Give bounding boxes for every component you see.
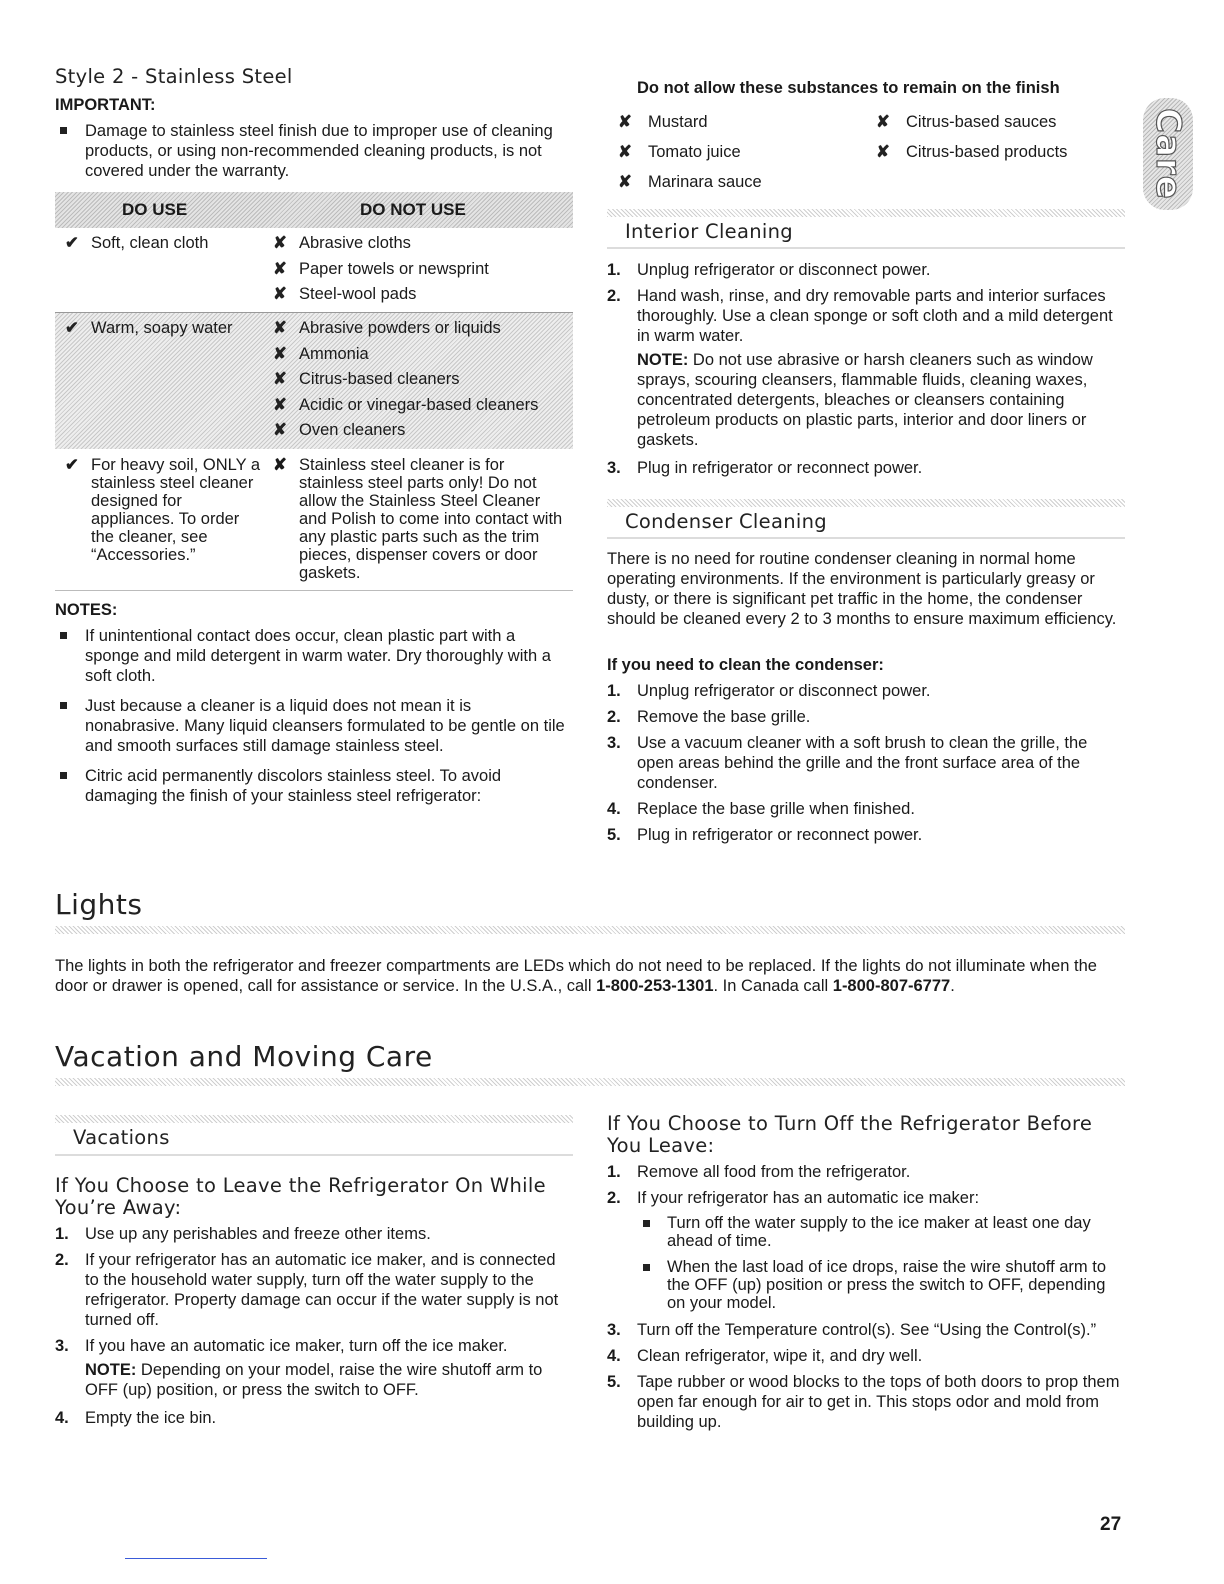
condenser-subheading: If you need to clean the condenser: — [607, 656, 884, 674]
section-rule — [55, 1115, 573, 1123]
important-label: IMPORTANT: — [55, 96, 156, 114]
step-number: 1. — [607, 682, 621, 700]
step-text: If you have an automatic ice maker, turn off the ice maker. — [85, 1337, 508, 1355]
step-number: 4. — [55, 1409, 69, 1427]
cross-icon: ✘ — [618, 113, 632, 131]
step-text: Use a vacuum cleaner with a soft brush to clean the grille, the open areas behind the grille and the front surface area of the condenser. — [637, 734, 1088, 792]
step-text: Empty the ice bin. — [85, 1409, 217, 1427]
list-item — [618, 137, 878, 167]
cross-icon: ✘ — [273, 319, 287, 337]
header-do-use: DO USE — [122, 200, 188, 219]
do-not-item: Ammonia — [299, 344, 369, 363]
cross-icon: ✘ — [618, 143, 632, 161]
substances-col-2 — [876, 107, 1116, 167]
cross-icon: ✘ — [273, 285, 287, 303]
note-label: NOTE: — [637, 351, 689, 369]
list-item — [876, 107, 1116, 137]
check-icon: ✔ — [65, 319, 79, 337]
care-tab-label: Care — [1148, 108, 1188, 200]
substance-item: Tomato juice — [648, 143, 741, 161]
lights-title: Lights — [55, 888, 143, 921]
step-text: Remove the base grille. — [637, 708, 811, 726]
do-item: Soft, clean cloth — [91, 234, 209, 252]
list-item — [271, 318, 571, 344]
note-text: Depending on your model, raise the wire shutoff arm to OFF (up) position, or press the switch to OFF. — [85, 1361, 543, 1399]
step-text: If your refrigerator has an automatic ice maker, and is connected to the household water supply, turn off the water supply to the refrigerator. Property damage can occur if the water supply is not turned off. — [85, 1251, 559, 1329]
section-rule — [55, 926, 1125, 934]
do-not-item: Paper towels or newsprint — [299, 259, 489, 278]
condenser-intro: There is no need for routine condenser cleaning in normal home operating environments. If the environment is particularly greasy or dusty, or there is significant pet traffic in the home, the condenser should be cleaned every 2 to 3 months to ensure maximum efficiency. — [607, 550, 1117, 628]
list-item — [607, 1372, 1122, 1432]
do-not-item: Abrasive powders or liquids — [299, 319, 501, 337]
list-item — [271, 259, 571, 285]
list-item — [607, 1162, 1122, 1182]
list-item — [271, 233, 571, 259]
substance-item: Citrus-based sauces — [906, 113, 1057, 131]
cross-icon: ✘ — [273, 456, 287, 474]
condenser-steps — [607, 681, 1122, 851]
lights-text — [55, 956, 1125, 996]
turn-off-steps — [607, 1162, 1122, 1438]
list-item — [607, 1214, 1122, 1250]
bullet-icon — [60, 127, 67, 134]
step-text: Tape rubber or wood blocks to the tops of both doors to prop them open far enough for air to get in. This stops odor and mold from building up. — [637, 1373, 1120, 1431]
step-number: 3. — [55, 1337, 69, 1355]
list-item — [607, 286, 1122, 346]
list-item — [618, 107, 878, 137]
do-not-group-2 — [271, 318, 571, 446]
list-item — [271, 344, 571, 370]
important-bullet-text: Damage to stainless steel finish due to improper use of cleaning products, or using non-recommended cleaning products, is not covered under the warranty. — [85, 122, 553, 180]
list-item — [607, 458, 1122, 478]
step-number: 3. — [607, 459, 621, 477]
substance-item: Marinara sauce — [648, 173, 762, 191]
sub-bullet-text: Turn off the water supply to the ice maker at least one day ahead of time. — [667, 1214, 1091, 1250]
list-item — [271, 395, 571, 421]
do-not-item: Stainless steel cleaner is for stainless steel parts only! Do not allow the Stainless Steel Cleaner and Polish to come into contact with any plastic parts such as the trim pieces, dispenser covers or door gaskets. — [299, 456, 563, 582]
do-not-item: Citrus-based cleaners — [299, 370, 460, 388]
do-group-3 — [63, 456, 263, 564]
lights-text-part: . In Canada call — [713, 977, 833, 995]
list-item — [271, 284, 571, 310]
step-text: If your refrigerator has an automatic ice maker: — [637, 1189, 980, 1207]
list-item — [55, 626, 570, 686]
step-text: Unplug refrigerator or disconnect power. — [637, 682, 931, 700]
list-item — [55, 1250, 570, 1330]
do-item: For heavy soil, ONLY a stainless steel cleaner designed for appliances. To order the cleaner, see “Accessories.” — [91, 456, 261, 564]
bullet-icon — [60, 632, 67, 639]
do-not-group-3 — [271, 456, 571, 582]
notes-list — [55, 626, 570, 816]
step-number: 1. — [607, 261, 621, 279]
step-number: 5. — [607, 1373, 621, 1391]
list-item — [607, 1346, 1122, 1366]
interior-note — [637, 350, 1122, 450]
step-text: Unplug refrigerator or disconnect power. — [637, 261, 931, 279]
substances-col-1 — [618, 107, 878, 197]
section-rule — [55, 1078, 1125, 1086]
note-text: Just because a cleaner is a liquid does not mean it is nonabrasive. Many liquid cleansers formulated to be gentle on tile and smooth surfaces still damage stainless steel. — [85, 697, 565, 755]
turn-off-heading: If You Choose to Turn Off the Refrigerator Before You Leave: — [607, 1112, 1093, 1157]
step-number: 1. — [55, 1225, 69, 1243]
check-icon: ✔ — [65, 234, 79, 252]
cross-icon: ✘ — [273, 344, 287, 363]
style-heading: Style 2 - Stainless Steel — [55, 65, 293, 88]
list-item — [55, 1336, 570, 1356]
step-text: Clean refrigerator, wipe it, and dry well. — [637, 1347, 923, 1365]
do-not-item: Steel-wool pads — [299, 285, 417, 303]
cleaning-table — [55, 192, 573, 592]
do-item: Warm, soapy water — [91, 319, 233, 337]
header-do-not-use: DO NOT USE — [360, 200, 466, 219]
substance-item: Citrus-based products — [906, 143, 1068, 161]
condenser-title: Condenser Cleaning — [625, 510, 827, 533]
do-group-2 — [63, 318, 263, 344]
step-number: 2. — [607, 287, 621, 305]
section-rule — [607, 209, 1125, 217]
leave-on-note — [85, 1360, 570, 1400]
list-item — [55, 1224, 570, 1244]
do-not-item: Abrasive cloths — [299, 234, 411, 252]
lights-text-part: The lights in both the refrigerator and freezer compartments are LEDs which do not need to be replaced. If the lights do not illuminate when the door or drawer is opened, call for assistance or service. In the U.S.A., call — [55, 957, 1097, 995]
step-text: Use up any perishables and freeze other items. — [85, 1225, 431, 1243]
lights-text-part: . — [950, 977, 955, 995]
page-number: 27 — [1100, 1514, 1122, 1535]
note-text: If unintentional contact does occur, clean plastic part with a sponge and mild detergent in warm water. Dry thoroughly with a soft cloth. — [85, 627, 551, 685]
step-text: Replace the base grille when finished. — [637, 800, 915, 818]
cross-icon: ✘ — [876, 113, 890, 131]
step-number: 5. — [607, 826, 621, 844]
step-number: 2. — [55, 1251, 69, 1269]
list-item — [271, 369, 571, 395]
list-item — [607, 825, 1122, 845]
care-section-tab — [1143, 98, 1193, 210]
list-item — [607, 1320, 1122, 1340]
step-number: 3. — [607, 1321, 621, 1339]
table-header — [55, 192, 573, 228]
cross-icon: ✘ — [876, 143, 890, 161]
vacations-label: Vacations — [73, 1126, 170, 1149]
cross-icon: ✘ — [273, 421, 287, 439]
list-item — [63, 233, 263, 259]
leave-on-heading: If You Choose to Leave the Refrigerator On While You’re Away: — [55, 1174, 546, 1219]
vacation-title: Vacation and Moving Care — [55, 1040, 433, 1073]
section-rule — [607, 537, 1125, 539]
notes-label: NOTES: — [55, 601, 118, 619]
phone-canada: 1-800-807-6777 — [832, 977, 951, 995]
list-item — [607, 681, 1122, 701]
list-item — [607, 733, 1122, 793]
note-label: NOTE: — [85, 1361, 137, 1379]
list-item — [607, 1188, 1122, 1208]
cross-icon: ✘ — [273, 234, 287, 252]
list-item — [63, 318, 263, 344]
list-item — [55, 696, 570, 756]
section-rule — [607, 247, 1125, 249]
step-text: Remove all food from the refrigerator. — [637, 1163, 911, 1181]
important-bullet — [55, 121, 570, 191]
step-text: Plug in refrigerator or reconnect power. — [637, 826, 923, 844]
note-text: Citric acid permanently discolors stainless steel. To avoid damaging the finish of your stainless steel refrigerator: — [85, 767, 502, 805]
step-number: 2. — [607, 1189, 621, 1207]
list-item — [55, 766, 570, 806]
step-number: 4. — [607, 800, 621, 818]
interior-steps — [607, 260, 1122, 484]
step-text: Turn off the Temperature control(s). See “Using the Control(s).” — [637, 1321, 1097, 1339]
bullet-icon — [643, 1220, 650, 1227]
do-not-group-1 — [271, 233, 571, 310]
bullet-icon — [643, 1264, 650, 1271]
list-item — [876, 137, 1116, 167]
list-item — [271, 420, 571, 446]
step-number: 2. — [607, 708, 621, 726]
section-rule — [607, 499, 1125, 507]
section-rule — [55, 1154, 573, 1156]
bullet-icon — [60, 772, 67, 779]
leave-on-steps — [55, 1224, 570, 1434]
substances-heading: Do not allow these substances to remain on the finish — [637, 79, 1060, 97]
cross-icon: ✘ — [273, 370, 287, 388]
list-item — [55, 1408, 570, 1428]
step-text: Plug in refrigerator or reconnect power. — [637, 459, 923, 477]
phone-us: 1-800-253-1301 — [596, 977, 714, 995]
list-item — [607, 799, 1122, 819]
note-text: Do not use abrasive or harsh cleaners such as window sprays, scouring cleansers, flammable fluids, cleaning waxes, concentrated detergents, bleaches or cleansers containing petroleum products on plastic parts, interior and door liners or gaskets. — [637, 351, 1093, 449]
sub-bullet-text: When the last load of ice drops, raise the wire shutoff arm to the OFF (up) position or press the switch to OFF, depending on your model. — [667, 1258, 1106, 1312]
cross-icon: ✘ — [273, 395, 287, 414]
table-bottom-rule — [55, 590, 573, 591]
do-not-item: Oven cleaners — [299, 421, 406, 439]
step-number: 1. — [607, 1163, 621, 1181]
do-not-item: Acidic or vinegar-based cleaners — [299, 395, 539, 414]
step-text: Hand wash, rinse, and dry removable parts and interior surfaces thoroughly. Use a clean sponge or soft cloth and a mild detergent in warm water. — [637, 287, 1113, 345]
cross-icon: ✘ — [618, 173, 632, 191]
check-icon: ✔ — [65, 456, 79, 474]
interior-title: Interior Cleaning — [625, 220, 793, 243]
cross-icon: ✘ — [273, 259, 287, 278]
list-item — [607, 707, 1122, 727]
do-group-1 — [63, 233, 263, 259]
footer-rule — [125, 1558, 267, 1559]
list-item — [618, 167, 878, 197]
list-item — [607, 1258, 1122, 1312]
step-number: 4. — [607, 1347, 621, 1365]
list-item — [607, 260, 1122, 280]
step-number: 3. — [607, 734, 621, 752]
substance-item: Mustard — [648, 113, 708, 131]
bullet-icon — [60, 702, 67, 709]
